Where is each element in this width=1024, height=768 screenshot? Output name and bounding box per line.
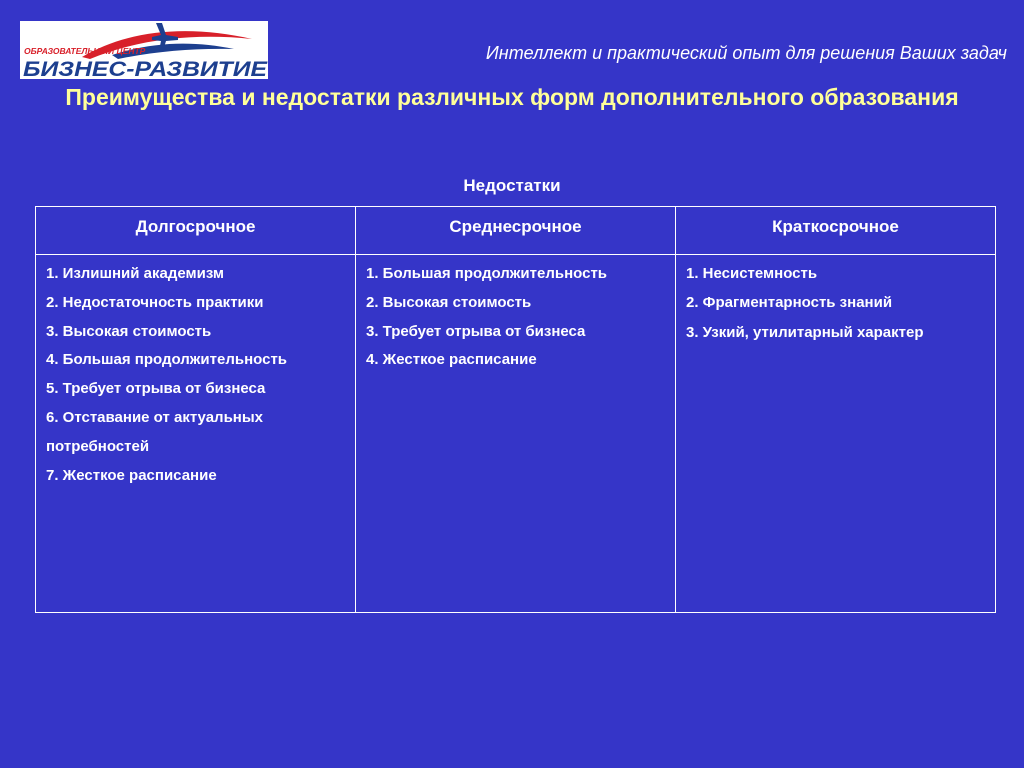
list-item: 1. Излишний академизм xyxy=(46,265,224,282)
list-item: 7. Жесткое расписание xyxy=(46,466,217,484)
table-row xyxy=(36,255,996,613)
list-item: 1. Большая продолжительность xyxy=(366,265,608,282)
disadvantages-table xyxy=(35,206,996,613)
list-item: 3. Узкий, утилитарный характер xyxy=(686,323,924,341)
short-term-cell xyxy=(676,255,996,613)
page-title: Преимущества и недостатки различных форм дополнительного образования xyxy=(65,84,959,110)
company-logo xyxy=(20,21,268,79)
section-label: Недостатки xyxy=(463,176,561,195)
list-item: 5. Требует отрыва от бизнеса xyxy=(46,380,266,398)
mid-term-list xyxy=(366,260,665,375)
column-header-mid-term: Среднесрочное xyxy=(356,207,676,255)
list-item: 4. Большая продолжительность xyxy=(46,351,288,369)
long-term-cell xyxy=(36,255,356,613)
logo-main-text: БИЗНЕС-РАЗВИТИЕ xyxy=(23,58,268,79)
list-item: 1. Несистемность xyxy=(686,265,818,282)
list-item: 6. Отставание от актуальных потребностей xyxy=(46,408,264,455)
logo-top-text: ОБРАЗОВАТЕЛЬНЫЙ ЦЕНТР xyxy=(24,46,146,56)
list-item: 2. Фрагментарность знаний xyxy=(686,293,893,311)
column-header-short-term: Краткосрочное xyxy=(676,207,996,255)
list-item: 2. Недостаточность практики xyxy=(46,293,264,311)
list-item: 4. Жесткое расписание xyxy=(366,351,537,369)
list-item: 3. Высокая стоимость xyxy=(46,322,212,340)
short-term-list xyxy=(686,260,985,344)
table-header-row xyxy=(36,207,996,255)
list-item: 3. Требует отрыва от бизнеса xyxy=(366,322,586,340)
column-header-long-term: Долгосрочное xyxy=(36,207,356,255)
list-item: 2. Высокая стоимость xyxy=(366,293,532,311)
logo-graphic xyxy=(20,21,268,79)
header-tagline: Интеллект и практический опыт для решения Ваших задач xyxy=(485,43,1007,63)
mid-term-cell xyxy=(356,255,676,613)
long-term-list xyxy=(46,260,345,490)
